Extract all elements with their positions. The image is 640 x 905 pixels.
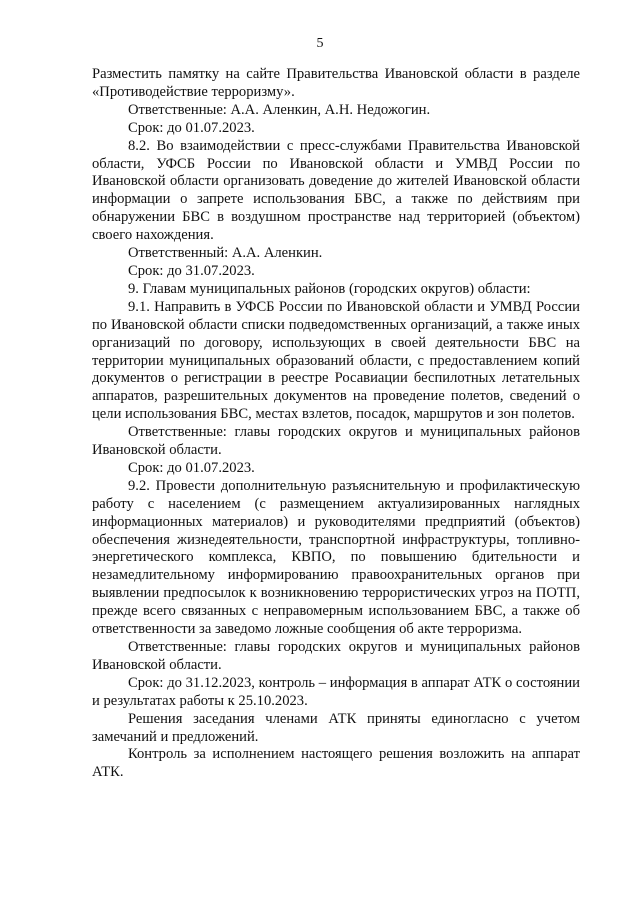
paragraph-item-8-2: 8.2. Во взаимодействии с пресс-службами Правительства Ивановской области, УФСБ России по Ивановской области и УМВД России по Ивановской области организовать доведение до жителей Ивановской области информации о запрете использования БВС, а также по действиям при обнаружении БВС в воздушном пространстве над территорией (объектом) своего нахождения. xyxy=(92,137,580,244)
document-body xyxy=(92,66,580,782)
responsible-line: Ответственный: А.А. Аленкин. xyxy=(128,245,323,262)
deadline-line: Срок: до 01.07.2023. xyxy=(128,459,255,476)
deadline-line: Срок: до 01.07.2023. xyxy=(128,119,255,136)
deadline-line: Срок: до 31.07.2023. xyxy=(128,262,255,279)
paragraph-item-9: 9. Главам муниципальных районов (городских округов) области: xyxy=(128,280,531,297)
paragraph-control: Контроль за исполнением настоящего решения возложить на аппарат АТК. xyxy=(92,746,580,781)
page-number: 5 xyxy=(316,36,324,51)
responsible-line: Ответственные: главы городских округов и муниципальных районов Ивановской области. xyxy=(92,639,580,673)
responsible-line: Ответственные: главы городских округов и муниципальных районов Ивановской области. xyxy=(92,424,580,459)
paragraph-decision: Решения заседания членами АТК приняты единогласно с учетом замечаний и предложений. xyxy=(92,710,580,745)
paragraph-item-9-1: 9.1. Направить в УФСБ России по Ивановской области и УМВД России по Ивановской области списки подведомственных организаций, а также иных организаций по договору, использующих в своей деятельности БВС на территории муниципальных образований области, с предоставлением копий документов о регистрации в реестре Росавиации беспилотных летательных аппаратов, разрешительных документов на проведение полетов, сведений о цели использования БВС, местах взлетов, посадок, маршрутов и зон полетов. xyxy=(92,298,580,423)
deadline-line: Срок: до 31.12.2023, контроль – информация в аппарат АТК о состоянии и результатах работы к 25.10.2023. xyxy=(92,674,580,709)
paragraph-memo-placement: Разместить памятку на сайте Правительства Ивановской области в разделе «Противодействие терроризму». xyxy=(92,66,580,100)
paragraph-item-9-2: 9.2. Провести дополнительную разъяснительную и профилактическую работу с населением (с размещением актуализированных наглядных информационных материалов) и руководителями предприятий (объектов) обеспечения жизнедеятельности, транспортной инфраструктуры, топливно-энергетического комплекса, КВПО, по повышению бдительности и незамедлительному информированию правоохранительных органов при выявлении предпосылок к возникновению террористических угроз на ПОТП, прежде всего связанных с неправомерным использованием БВС, а также об ответственности за заведомо ложные сообщения об акте терроризма. xyxy=(92,477,580,638)
responsible-line: Ответственные: А.А. Аленкин, А.Н. Недожогин. xyxy=(128,101,431,118)
